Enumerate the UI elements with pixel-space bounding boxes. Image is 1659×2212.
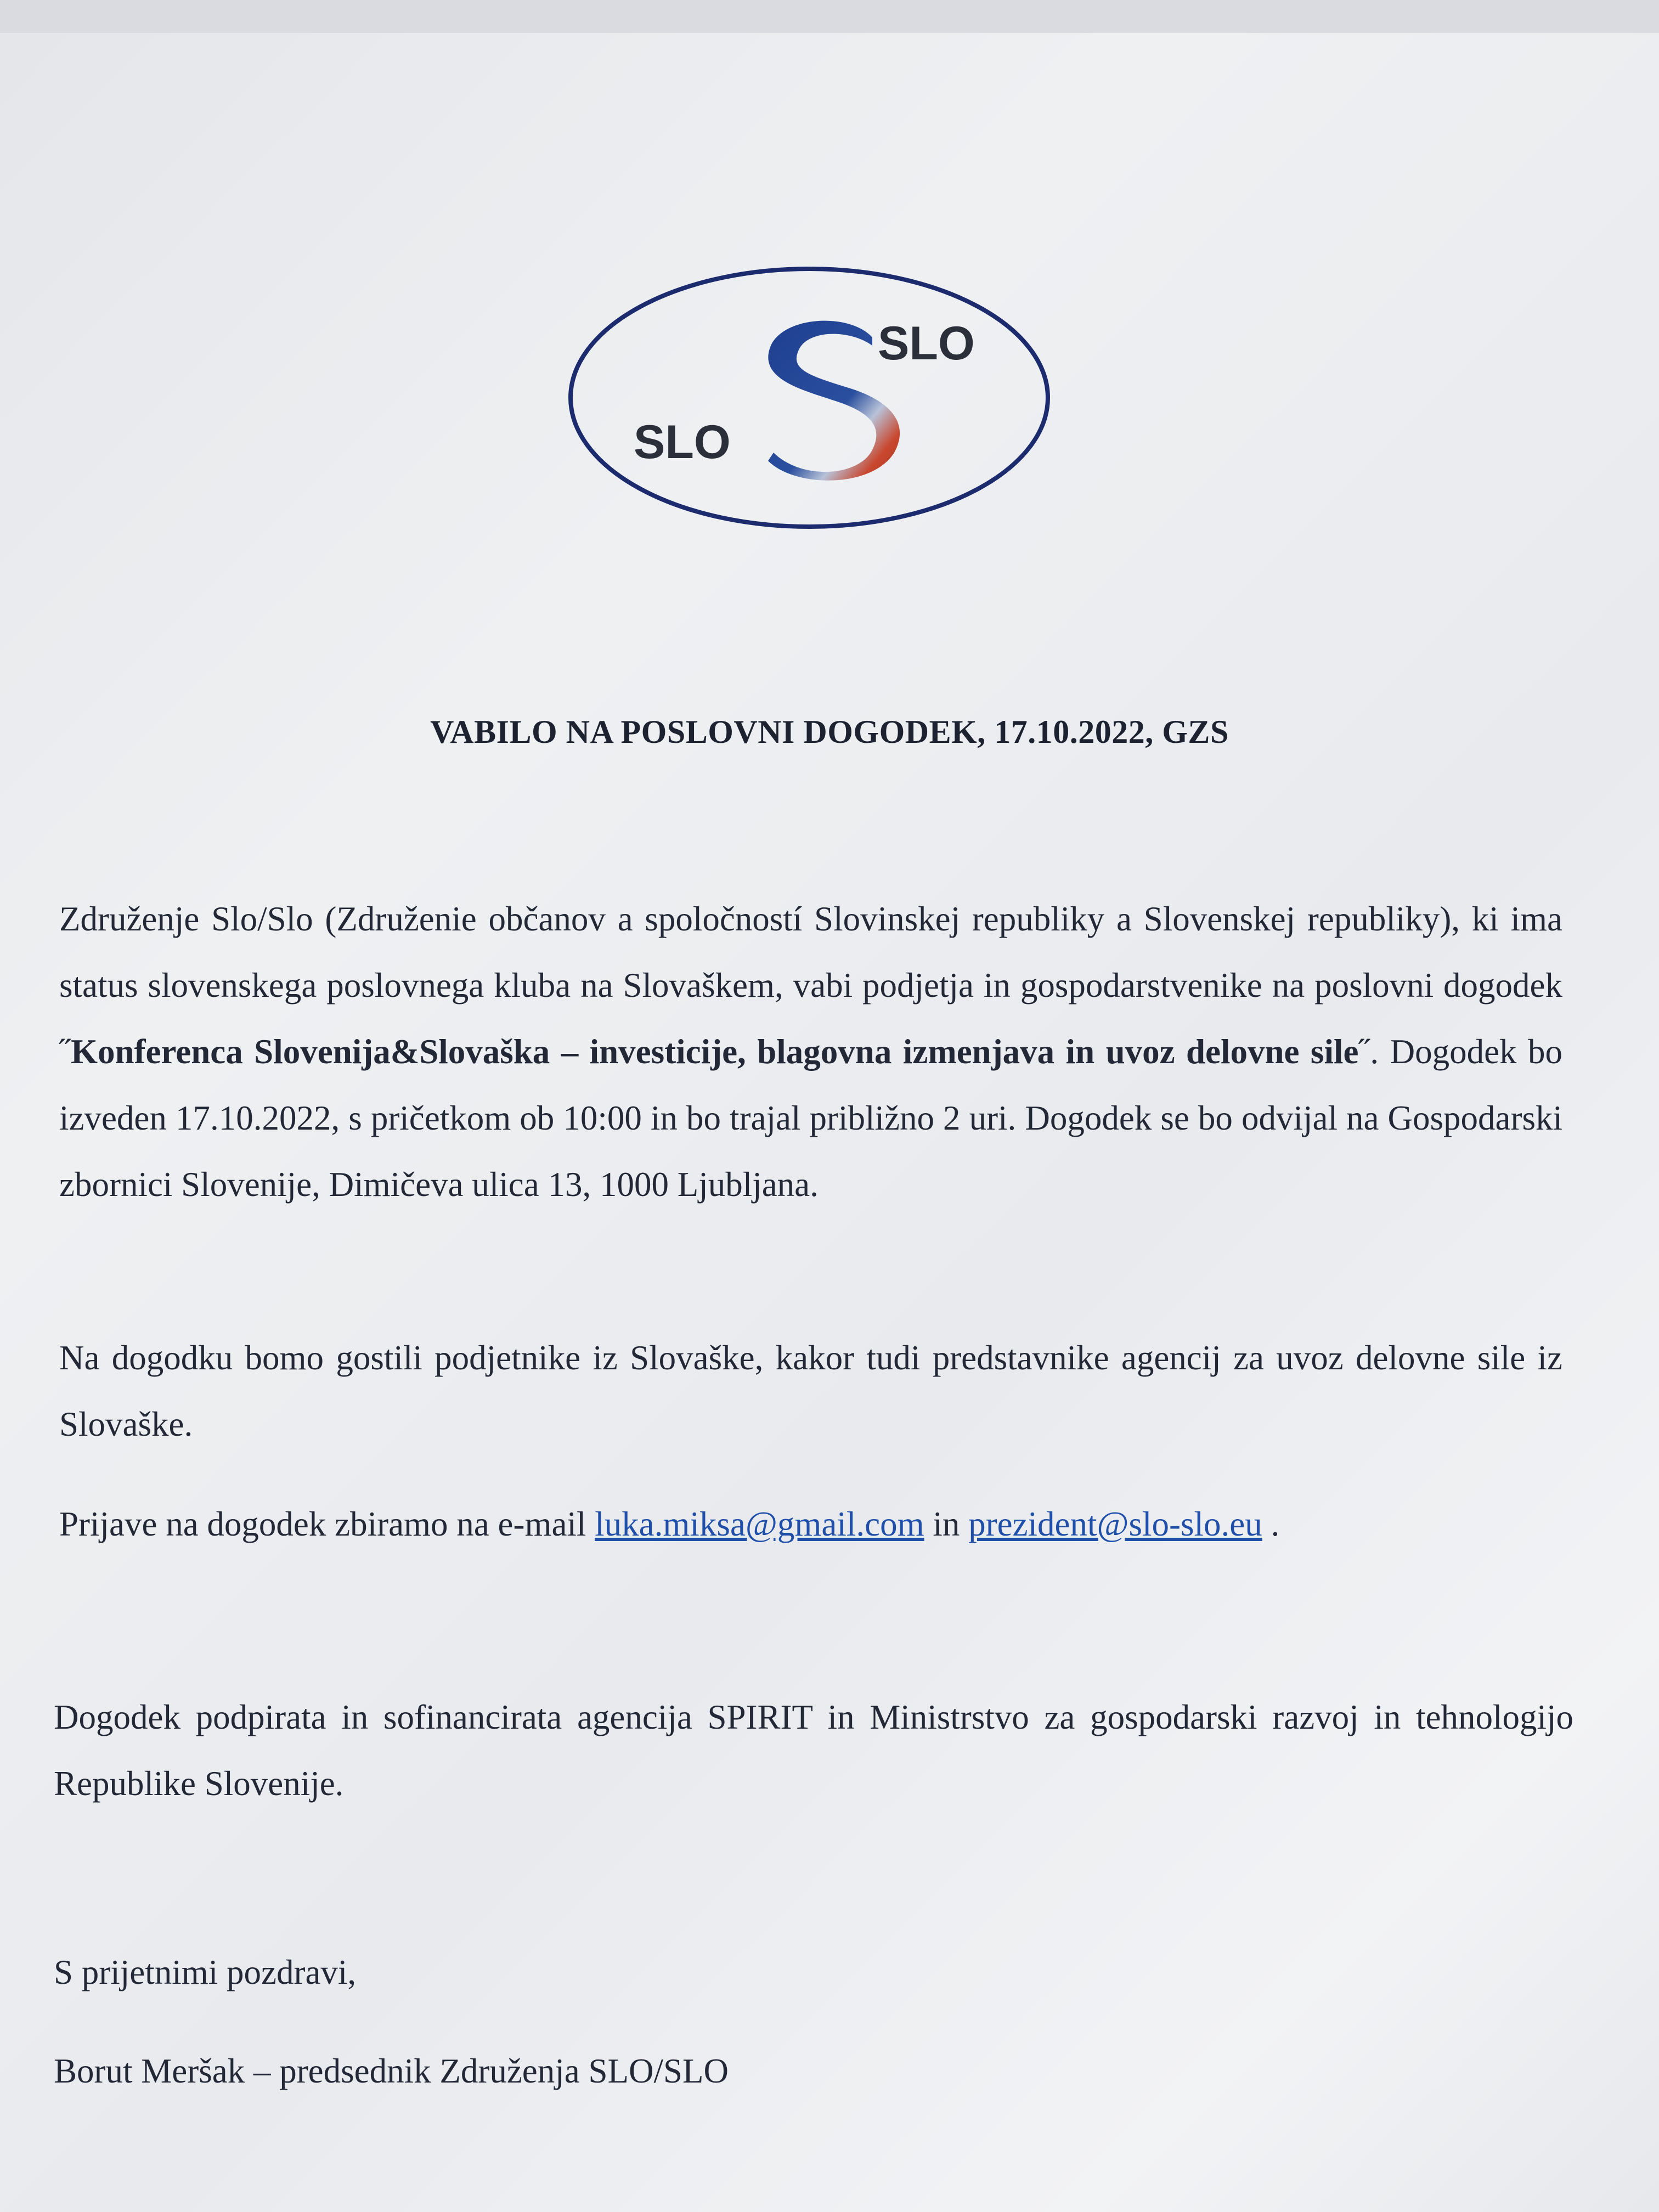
paragraph-guests: Na dogodku bomo gostili podjetnike iz Slovaške, kakor tudi predstavnike agencij za uvoz delovne sile iz Slovaške. [59,1339,1562,1443]
logo-ellipse [571,269,1048,527]
event-name: Konferenca Slovenija&Slovaška – investicije, blagovna izmenjava in uvoz delovne sile [70,1032,1359,1071]
paragraph-registration [59,1491,1562,1558]
document-title: VABILO NA POSLOVNI DOGODEK, 17.10.2022, GZS [430,714,1229,750]
paragraph-sponsors: Dogodek podpirata in sofinancirata agencija SPIRIT in Ministrstvo za gospodarski razvoj in tehnologijo Republike Slovenije. [54,1698,1573,1803]
intro-tail: . Dogodek bo izveden 17.10.2022, s pričetkom ob 10:00 in bo trajal približno 2 uri. Dogodek se bo odvijal na Gospodarski zbornici Slovenije, Dimičeva ulica 13, 1000 Ljubljana. [59,1032,1562,1204]
logo-text-top: SLO [878,317,975,370]
paragraph-intro [59,886,1562,1218]
registration-tail: . [1262,1505,1280,1543]
closing-greeting: S prijetnimi pozdravi, [54,1953,357,1991]
intro-lead: Združenje Slo/Slo (Združenie občanov a spoločností Slovinskej republiky a Slovenskej republiky), ki ima status slovenskega poslovnega kluba na Slovaškem, vabi podjetja in gospodarstvenike na poslovni dogodek [59,900,1562,1005]
registration-lead: Prijave na dogodek zbiramo na e-mail [59,1505,595,1543]
slo-slo-logo [565,263,1053,532]
logo-text-bottom: SLO [634,416,731,469]
signature: Borut Meršak – predsednik Združenja SLO/SLO [54,2052,729,2090]
intro-open-quote: ˝ [59,1032,71,1071]
email-link-luka[interactable]: luka.miksa@gmail.com [595,1505,924,1543]
intro-close-quote: ˝ [1358,1032,1370,1071]
registration-middle: in [924,1505,969,1543]
email-link-prezident[interactable]: prezident@slo-slo.eu [968,1505,1262,1543]
